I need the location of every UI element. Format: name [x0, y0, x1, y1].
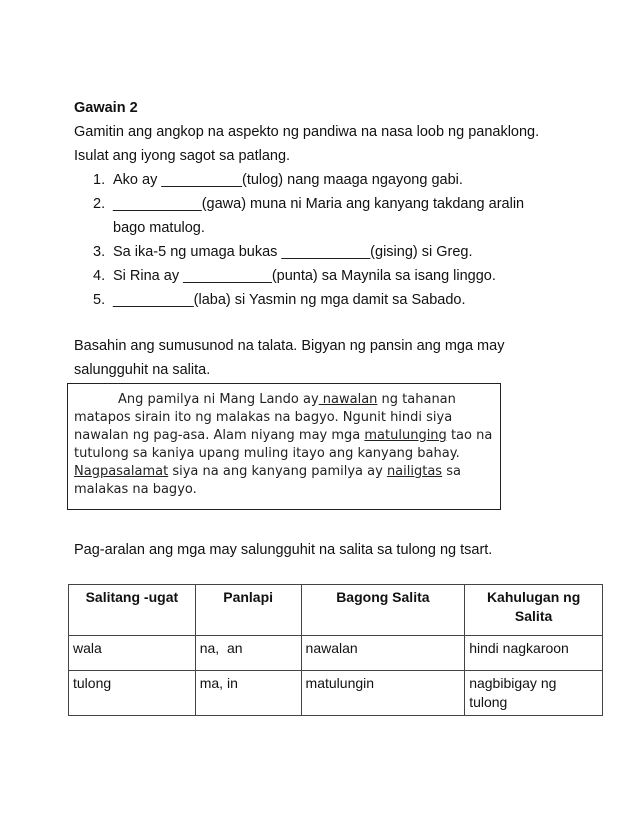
table-cell: nawalan — [301, 636, 465, 671]
header-kahulugan: Kahulugan ng Salita — [465, 585, 603, 636]
table-cell: hindi nagkaroon — [465, 636, 603, 671]
story-text: Ang pamilya ni Mang Lando ay — [118, 392, 319, 407]
exercise-item-4: Si Rina ay ___________(punta) sa Maynila sa isang linggo. — [113, 268, 496, 284]
table-header-row — [69, 585, 603, 636]
study-instruction: Pag-aralan ang mga may salungguhit na salita sa tulong ng tsart. — [74, 542, 493, 558]
item-number: 3. — [93, 244, 106, 260]
item-number: 1. — [93, 172, 106, 188]
story-text: sa malakas na bagyo. — [74, 464, 461, 497]
underlined-word-nawalan: nawalan — [318, 392, 378, 407]
table-row — [69, 671, 603, 716]
instruction-line-1: Gamitin ang angkop na aspekto ng pandiwa na nasa loob ng panaklong. — [74, 124, 540, 140]
item-number: 5. — [93, 292, 106, 308]
item-number: 2. — [93, 196, 106, 212]
header-bagong-salita: Bagong Salita — [301, 585, 465, 636]
instruction-line-2: Isulat ang iyong sagot sa patlang. — [74, 148, 291, 164]
table-cell: matulungin — [301, 671, 465, 716]
table-cell: ma, in — [195, 671, 301, 716]
header-salitang-ugat: Salitang -ugat — [69, 585, 196, 636]
story-text: siya na ang kanyang pamilya ay — [168, 464, 387, 479]
reading-instruction-2: salungguhit na salita. — [74, 362, 211, 378]
exercise-item-5: __________(laba) si Yasmin ng mga damit sa Sabado. — [113, 292, 466, 308]
story-box — [67, 383, 501, 510]
table-cell: tulong — [69, 671, 196, 716]
word-chart-table — [68, 584, 603, 716]
exercise-item-1: Ako ay __________(tulog) nang maaga ngayong gabi. — [113, 172, 463, 188]
reading-instruction-1: Basahin ang sumusunod na talata. Bigyan ng pansin ang mga may — [74, 338, 505, 354]
story-text: ng tahanan matapos sirain ito ng malakas na bagyo. Ngunit hindi siya nawalan ng pag-asa. Alam niyang may mga — [74, 392, 456, 443]
story-paragraph — [74, 391, 494, 499]
exercise-item-3: Sa ika-5 ng umaga bukas ___________(gising) si Greg. — [113, 244, 473, 260]
story-text: tao na tutulong sa kaniya upang muling itayo ang kanyang bahay. — [74, 428, 493, 461]
underlined-word-nagpasalamat: Nagpasalamat — [74, 464, 169, 479]
table-cell: wala — [69, 636, 196, 671]
table-row — [69, 636, 603, 671]
exercise-item-2: ___________(gawa) muna ni Maria ang kanyang takdang aralin — [113, 196, 525, 212]
table-cell: nagbibigay ng tulong — [465, 671, 603, 716]
item-number: 4. — [93, 268, 106, 284]
table-cell: na, an — [195, 636, 301, 671]
header-panlapi: Panlapi — [195, 585, 301, 636]
underlined-word-nailigtas: nailigtas — [386, 464, 443, 479]
activity-title: Gawain 2 — [74, 100, 138, 116]
exercise-item-2-continued: bago matulog. — [113, 220, 205, 236]
underlined-word-matulunging: matulunging — [364, 428, 447, 443]
